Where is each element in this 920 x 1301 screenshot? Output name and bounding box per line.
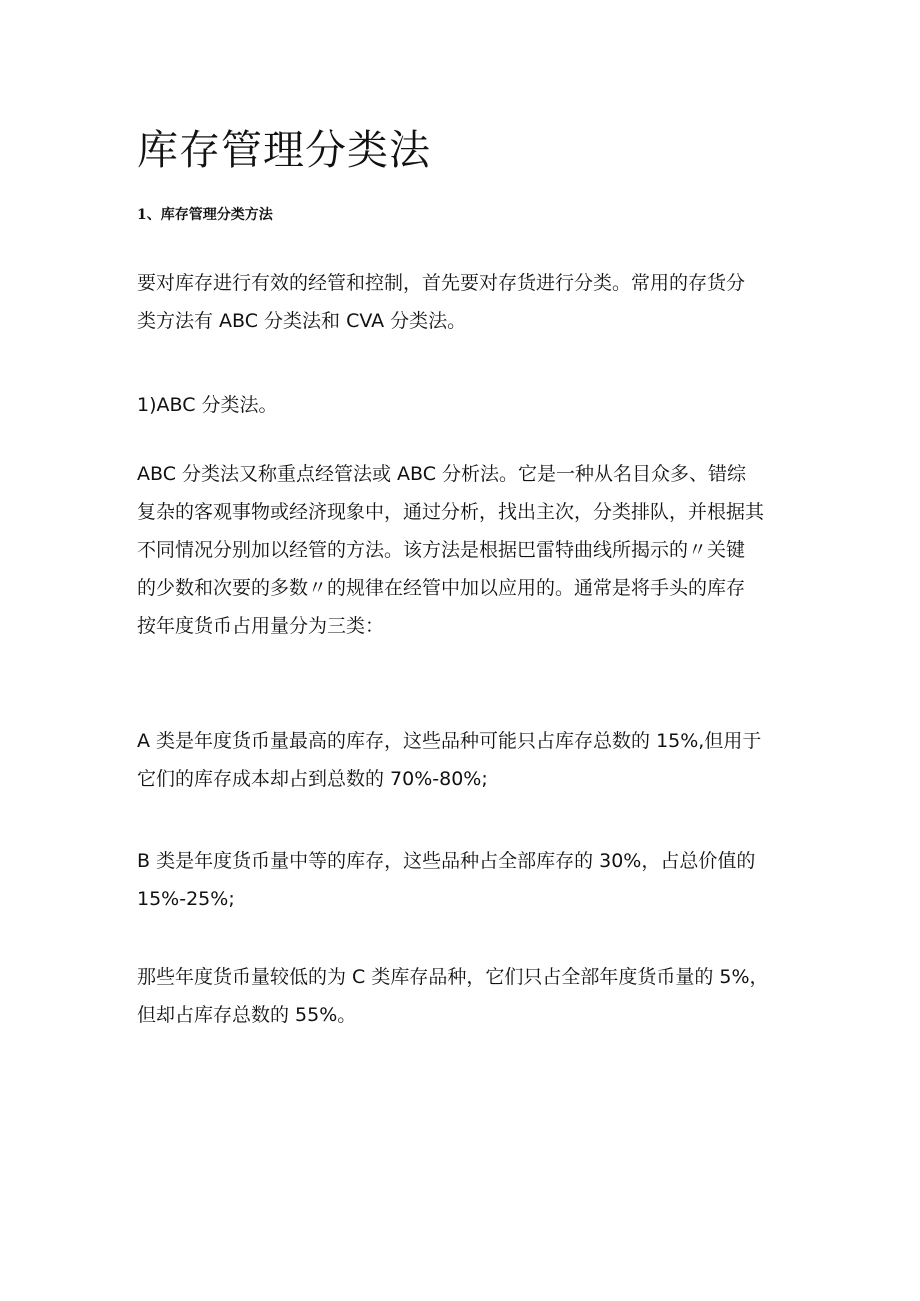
paragraph-line: 它们的库存成本却占到总数的 70%-80%; <box>137 768 488 790</box>
abc-subheading <box>137 386 278 424</box>
paragraph-line: ABC 分类法又称重点经管法或 ABC 分析法。它是一种从名目众多、错综 <box>137 463 747 485</box>
paragraph-line: 复杂的客观事物或经济现象中，通过分析，找出主次，分类排队，并根据其 <box>137 501 765 523</box>
class-a-paragraph <box>137 722 761 798</box>
paragraph-line: 按年度货币占用量分为三类： <box>137 615 385 637</box>
section-heading: 1、库存管理分类方法 <box>137 207 273 223</box>
paragraph-line: 类方法有 ABC 分类法和 CVA 分类法。 <box>137 310 467 332</box>
intro-paragraph <box>137 264 745 340</box>
paragraph-line: 不同情况分别加以经管的方法。该方法是根据巴雷特曲线所揭示的〃关键 <box>137 539 746 561</box>
paragraph-line: 但却占库存总数的 55%。 <box>137 1004 357 1026</box>
abc-description-paragraph <box>137 455 764 645</box>
paragraph-line: B 类是年度货币量中等的库存，这些品种占全部库存的 30%，占总价值的 <box>137 850 756 872</box>
class-c-paragraph <box>137 958 769 1034</box>
paragraph-line: 要对库存进行有效的经管和控制，首先要对存货进行分类。常用的存货分 <box>137 272 746 294</box>
paragraph-line: 15%-25%; <box>137 888 235 910</box>
class-b-paragraph <box>137 842 755 918</box>
paragraph-line: 1)ABC 分类法。 <box>137 394 278 416</box>
paragraph-line: 的少数和次要的多数〃的规律在经管中加以应用的。通常是将手头的库存 <box>137 577 746 599</box>
paragraph-line: A 类是年度货币量最高的库存，这些品种可能只占库存总数的 15%,但用于 <box>137 730 762 752</box>
paragraph-line: 那些年度货币量较低的为 C 类库存品种，它们只占全部年度货币量的 5%， <box>137 966 769 988</box>
document-title: 库存管理分类法 <box>137 126 431 174</box>
